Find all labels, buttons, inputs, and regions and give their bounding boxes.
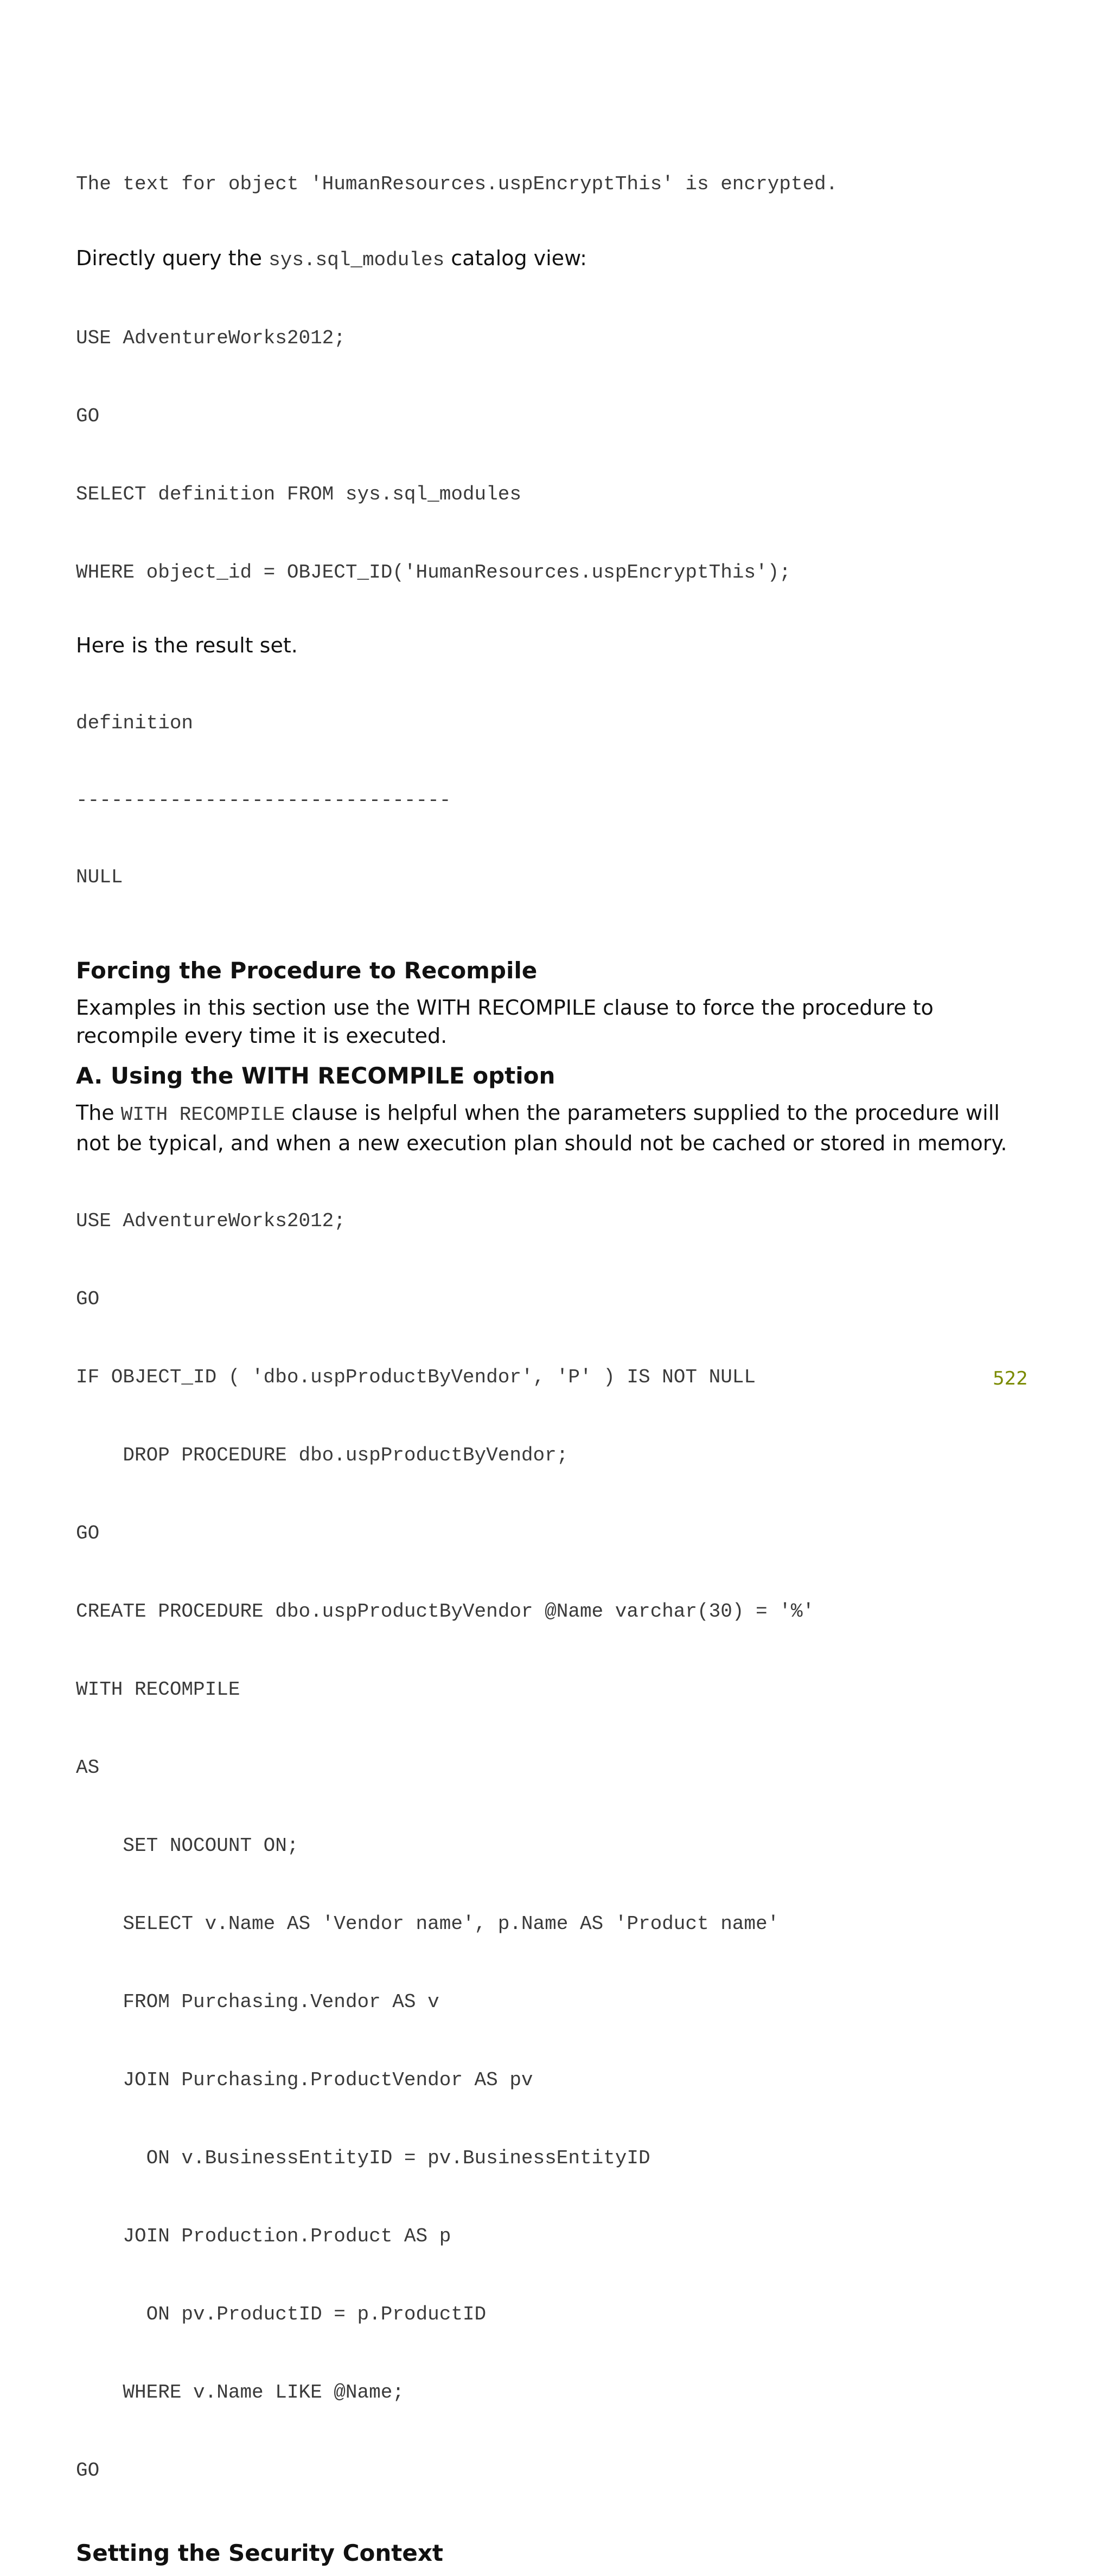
directly-query-paragraph (76, 244, 1031, 274)
code-line: SELECT definition FROM sys.sql_modules (76, 483, 521, 505)
code-line: USE AdventureWorks2012; (76, 1210, 346, 1232)
code-line: WHERE v.Name LIKE @Name; (76, 2381, 404, 2404)
section-heading-security: Setting the Security Context (76, 2540, 443, 2566)
result-block (76, 669, 1031, 945)
prose-text: Directly query the (76, 246, 269, 270)
code-line: GO (76, 1522, 100, 1545)
code-line: JOIN Production.Product AS p (76, 2225, 451, 2247)
prose-text: The (76, 1101, 121, 1125)
code-line: GO (76, 405, 100, 427)
code-line: The text for object 'HumanResources.uspEncryptThis' is encrypted. (76, 173, 838, 195)
code-line: AS (76, 1757, 100, 1779)
encrypted-message-line (76, 130, 1031, 251)
code-line: WITH RECOMPILE (76, 1678, 240, 1701)
code-line: ON pv.ProductID = p.ProductID (76, 2303, 487, 2325)
code-line: NULL (76, 866, 123, 888)
document-page (76, 130, 1031, 2576)
section-heading-forcing: Forcing the Procedure to Recompile (76, 957, 538, 984)
prose-text: clause is helpful when the parameters supplied to the procedure will not be typical, and when a new execution plan should not be cached or stored in memory. (76, 1101, 1007, 1155)
result-set-intro: Here is the result set. (76, 633, 298, 657)
code-line: FROM Purchasing.Vendor AS v (76, 1991, 439, 2013)
code-line: IF OBJECT_ID ( 'dbo.uspProductByVendor', 'P' ) IS NOT NULL (76, 1366, 756, 1388)
page-number: 522 (993, 1368, 1028, 1389)
code-line: SET NOCOUNT ON; (76, 1835, 299, 1857)
code-line: SELECT v.Name AS 'Vendor name', p.Name AS 'Product name' (76, 1913, 780, 1935)
code-line: USE AdventureWorks2012; (76, 327, 346, 349)
code-line: definition (76, 712, 194, 734)
code-line: GO (76, 2459, 100, 2482)
forcing-paragraph: Examples in this section use the WITH RECOMPILE clause to force the procedure to recompile every time it is executed. (76, 996, 934, 1048)
subsection-heading-a: A. Using the WITH RECOMPILE option (76, 1062, 556, 1089)
inline-code: WITH RECOMPILE (120, 1104, 285, 1126)
inline-code: sys.sql_modules (269, 249, 445, 271)
code-line: ON v.BusinessEntityID = pv.BusinessEntityID (76, 2147, 650, 2169)
code-line: DROP PROCEDURE dbo.uspProductByVendor; (76, 1444, 569, 1466)
code-block-query (76, 284, 1031, 631)
code-line: CREATE PROCEDURE dbo.uspProductByVendor @Name varchar(30) = '%' (76, 1600, 815, 1623)
code-block-procedure (76, 1167, 1031, 2527)
code-line: -------------------------------- (76, 789, 451, 811)
code-line: JOIN Purchasing.ProductVendor AS pv (76, 2069, 533, 2091)
code-line: WHERE object_id = OBJECT_ID('HumanResources.uspEncryptThis'); (76, 561, 791, 584)
code-line: GO (76, 1288, 100, 1310)
prose-text: catalog view: (444, 246, 587, 270)
with-recompile-paragraph (76, 1099, 1031, 1157)
